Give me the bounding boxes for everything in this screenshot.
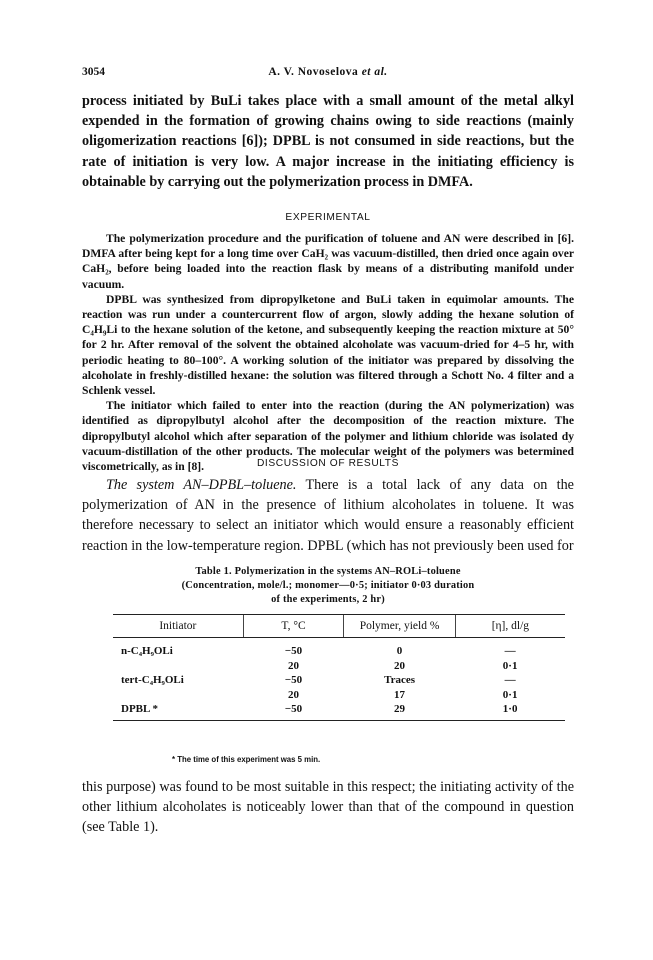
running-author [82, 66, 574, 78]
cell-initiator: n-C₄H₉OLi [121, 645, 173, 657]
cell-viscosity: 0·1 [502, 688, 518, 701]
table-caption-line-1: Table 1. Polymerization in the systems AN–ROLi–toluene [195, 566, 461, 577]
cell-temperature: −50 [243, 702, 344, 720]
cell-viscosity: 1·0 [455, 702, 565, 720]
table-row [113, 638, 565, 659]
author-suffix: et al. [361, 66, 388, 78]
experimental-heading: EXPERIMENTAL [285, 212, 371, 223]
table-header-row [113, 615, 565, 638]
table-row [113, 673, 565, 688]
experimental-paragraph-3: The initiator which failed to enter into the reaction (during the AN polymerization) was identified as dipropylbutyl alcohol after the decomposition of the reaction mixture. The dipropylbutyl alcohol which after separation of the polymer and lithium chloride was isolated dy vacuum-distillation of the other products. The molecular weight of the polymers was betermined viscometrically, as in [8]. [82, 399, 574, 474]
table-caption-line-3: of the experiments, 2 hr) [271, 594, 385, 606]
table-row [113, 702, 565, 720]
experimental-heading-block [82, 212, 574, 223]
cell-yield: 20 [394, 659, 406, 672]
intro-paragraph: process initiated by BuLi takes place with a small amount of the metal alkyl expended in the formation of growing chains owing to side reactions (mainly oligomerization reactions [6]); DPBL is not consumed in side reactions, but the rate of initiation is very low. A major increase in the initiating efficiency is obtainable by carrying out the polymerization process in DMFA. [82, 93, 574, 190]
discussion-section [82, 475, 574, 556]
column-header-initiator: Initiator [113, 615, 243, 638]
intro-block [82, 91, 574, 192]
discussion-heading: DISCUSSION OF RESULTS [256, 458, 400, 469]
cell-yield: Traces [384, 674, 416, 686]
cell-temperature: −50 [284, 674, 303, 686]
cell-initiator [113, 659, 243, 674]
author-name: A. V. Novoselova [268, 66, 359, 78]
cell-temperature: 20 [288, 659, 300, 672]
table-caption [82, 565, 574, 608]
table-row [113, 659, 565, 674]
page-number: 3054 [82, 66, 105, 78]
column-header-temperature: T, °C [243, 615, 344, 638]
polymerization-table [113, 614, 565, 721]
cell-initiator [113, 688, 243, 703]
cell-viscosity: 0·1 [502, 659, 518, 672]
discussion-paragraph [82, 475, 574, 556]
table-caption-line-2: (Concentration, mole/l.; monomer—0·5; initiator 0·03 duration [181, 580, 475, 592]
discussion-heading-block [82, 458, 574, 469]
running-header [82, 66, 574, 84]
table-footnote: * The time of this experiment was 5 min. [172, 755, 321, 764]
closing-paragraph: this purpose) was found to be most suitable in this respect; the initiating activity of the other lithium alcoholates is noticeably lower than that of the compound in question (see Table 1). [82, 779, 574, 836]
closing-block [82, 777, 574, 838]
discussion-text: There is a total lack of any data on the polymerization of AN in the presence of lithium alcoholates in toluene. It was therefore necessary to select an initiator which would ensure a reasonably efficient reaction in the low-temperature region. DPBL (which has not previously been used for [82, 477, 574, 554]
cell-temperature: −50 [284, 645, 303, 657]
cell-initiator: tert-C₄H₉OLi [121, 674, 184, 686]
column-header-polymer-yield: Polymer, yield % [344, 615, 455, 638]
column-header-viscosity: [η], dl/g [455, 615, 565, 638]
cell-viscosity: — [504, 674, 516, 686]
system-subheading: The system AN–DPBL–toluene. [106, 477, 297, 493]
cell-yield: 17 [394, 688, 406, 701]
cell-initiator: DPBL * [113, 702, 243, 720]
table-row [113, 688, 565, 703]
cell-viscosity: — [504, 645, 516, 657]
experimental-paragraph-1: The polymerization procedure and the purification of toluene and AN were described in [6]. DMFA after being kept for a long time over CaH₂ was vacuum-distilled, then dried once again over CaH₂, before being loaded into the reaction flask by means of a distributing manifold under vacuum. [82, 232, 574, 291]
cell-yield: 29 [344, 702, 455, 720]
experimental-section [82, 231, 574, 474]
cell-yield: 0 [396, 645, 403, 657]
experimental-paragraph-2: DPBL was synthesized from dipropylketone and BuLi taken in equimolar amounts. The reaction was run under a countercurrent flow of argon, slowly adding the hexane solution of C₄H₉Li to the hexane solution of the ketone, and subsequently keeping the reaction mixture at 50° for 2 hr. After removal of the solvent the obtained alcoholate was vacuum-dried for 4–5 hr, with periodic heating to 80–100°. A working solution of the initiator was prepared by dissolving the alcoholate in freshly-distilled hexane: the solution was filtered through a Schott No. 4 filter and a Schlenk vessel. [82, 292, 574, 398]
cell-temperature: 20 [288, 688, 300, 701]
